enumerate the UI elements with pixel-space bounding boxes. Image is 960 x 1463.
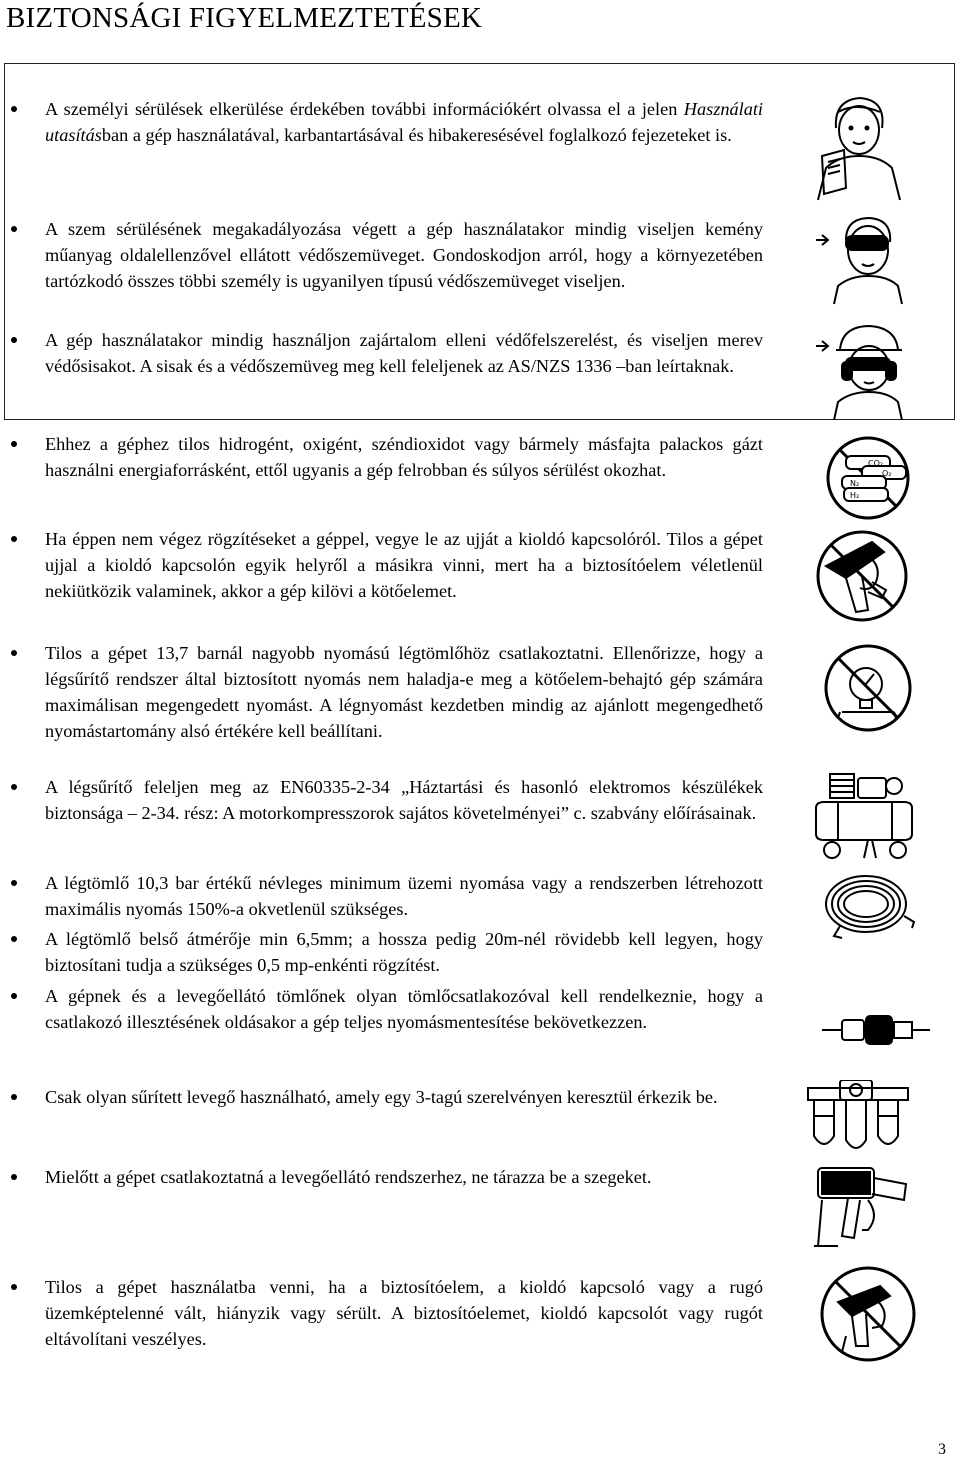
warning-item-hearing-helmet: A gép használatakor mindig használjon zajártalom elleni védőfelszerelést, és viseljen merev védősisakot. A sisak és a védőszemüveg meg kell feleljenek az AS/NZS 1336 –ban leírtaknak. — [45, 327, 763, 379]
gas-label-n2: N₂ — [850, 479, 860, 488]
no-bottled-gas-icon — [822, 432, 918, 524]
three-unit-air-filter-icon — [806, 1080, 916, 1160]
warning-item-hose-pressure: A légtömlő 10,3 bar értékű névleges minimum üzemi nyomása vagy a rendszerben létrehozott maximális nyomás 150%-a okvetlenül szükséges. — [45, 870, 763, 922]
no-overpressure-gauge-icon — [820, 640, 916, 736]
gas-label-h2: H₂ — [850, 491, 860, 500]
gas-label-co2: CO₂ — [868, 459, 884, 468]
warning-item-hose-diameter: A légtömlő belső átmérője min 6,5mm; a hossza pedig 20m-nél rövidebb kell legyen, hogy biztosítani tudja a szükséges 0,5 mp-enkénti rögzítést. — [45, 926, 763, 978]
person-reading-manual-icon — [808, 90, 908, 202]
warning-item-do-not-load: Mielőtt a gépet csatlakoztatná a levegőellátó rendszerhez, ne tárazza be a szegeket. — [45, 1164, 763, 1190]
warning-item-damaged-parts: Tilos a gépet használatba venni, ha a biztosítóelem, a kioldó kapcsoló vagy a rugó üzemképtelenné vált, hiányzik vagy sérült. A biztosítóelemet, kioldó kapcsolót vagy rugót eltávolítani veszélyes. — [45, 1274, 763, 1352]
page-number: 3 — [938, 1441, 946, 1458]
helmet-ear-protection-person-icon — [812, 322, 912, 422]
page-title: BIZTONSÁGI FIGYELMEZTETÉSEK — [6, 2, 483, 34]
no-finger-on-trigger-icon — [812, 526, 912, 626]
warning-item-compressor-standard: A légsűrítő feleljen meg az EN60335-2-34 „Háztartási és hasonló elektromos készülékek biztonsága – 2-34. rész: A motorkompresszorok sajátos követelményei” c. szabvány előírásainak. — [45, 774, 763, 826]
warning-item-eye-protection: A szem sérülésének megakadályozása végett a gép használatakor mindig viseljen kemény műanyag oldalellenzővel ellátott védőszemüveget. Gondoskodjon arról, hogy a környezetében tartózkodó összes többi személy is ugyanilyen típusú védőszemüveget viseljen. — [45, 216, 763, 294]
warning-item-3-unit-air: Csak olyan sűrített levegő használható, amely egy 3-tagú szerelvényen keresztül érkezik be. — [45, 1084, 763, 1110]
warning-item-bottled-gas: Ehhez a géphez tilos hidrogént, oxigént, széndioxidot vagy bármely másfajta palackos gázt használni energiaforrásként, ettől ugyanis a gép felrobban és súlyos sérülést okozhat. — [45, 431, 763, 483]
warning-text: ban a gép használatával, karbantartásával és hibakeresésével foglalkozó fejezeteket is. — [101, 125, 732, 145]
warning-item-max-pressure: Tilos a gépet 13,7 barnál nagyobb nyomású légtömlőhöz csatlakoztatni. Ellenőrizze, hogy a légsűrítő rendszer által biztosított nyomás nem haladja-e meg a kötőelem-behajtó gép számára maximálisan megengedett nyomást. A légnyomást kezdetben mindig az ajánlott megengedhető nyomástartomány alsó értékére kell beállítani. — [45, 640, 763, 744]
gas-label-o2: O₂ — [882, 469, 892, 478]
warning-text: A személyi sérülések elkerülése érdekében további információkért olvassa el a jelen — [45, 99, 684, 119]
warning-item-trigger-finger: Ha éppen nem végez rögzítéseket a géppel, vegye le az ujját a kioldó kapcsolóról. Tilos a gépet ujjal a kioldó kapcsolón egyik helyről a másikra vinni, mert ha a biztosítóelem véletlenül nekiütközik valaminek, akkor a gép kilövi a kötőelemet. — [45, 526, 763, 604]
safety-goggles-person-icon — [812, 210, 912, 306]
manual-title-emphasis: Használati utasítás — [45, 99, 763, 145]
air-compressor-icon — [808, 764, 918, 864]
warning-item-coupler: A gépnek és a levegőellátó tömlőnek olyan tömlőcsatlakozóval kell rendelkeznie, hogy a csatlakozó illesztésének oldásakor a gép teljes nyomásmentesítése bekövetkezzen. — [45, 983, 763, 1035]
nailer-unloaded-icon — [808, 1160, 918, 1255]
no-damaged-tool-icon — [816, 1262, 920, 1366]
hose-coupler-icon — [822, 1010, 932, 1050]
warning-item-read-manual — [45, 96, 763, 148]
air-hose-coil-icon — [820, 872, 920, 942]
